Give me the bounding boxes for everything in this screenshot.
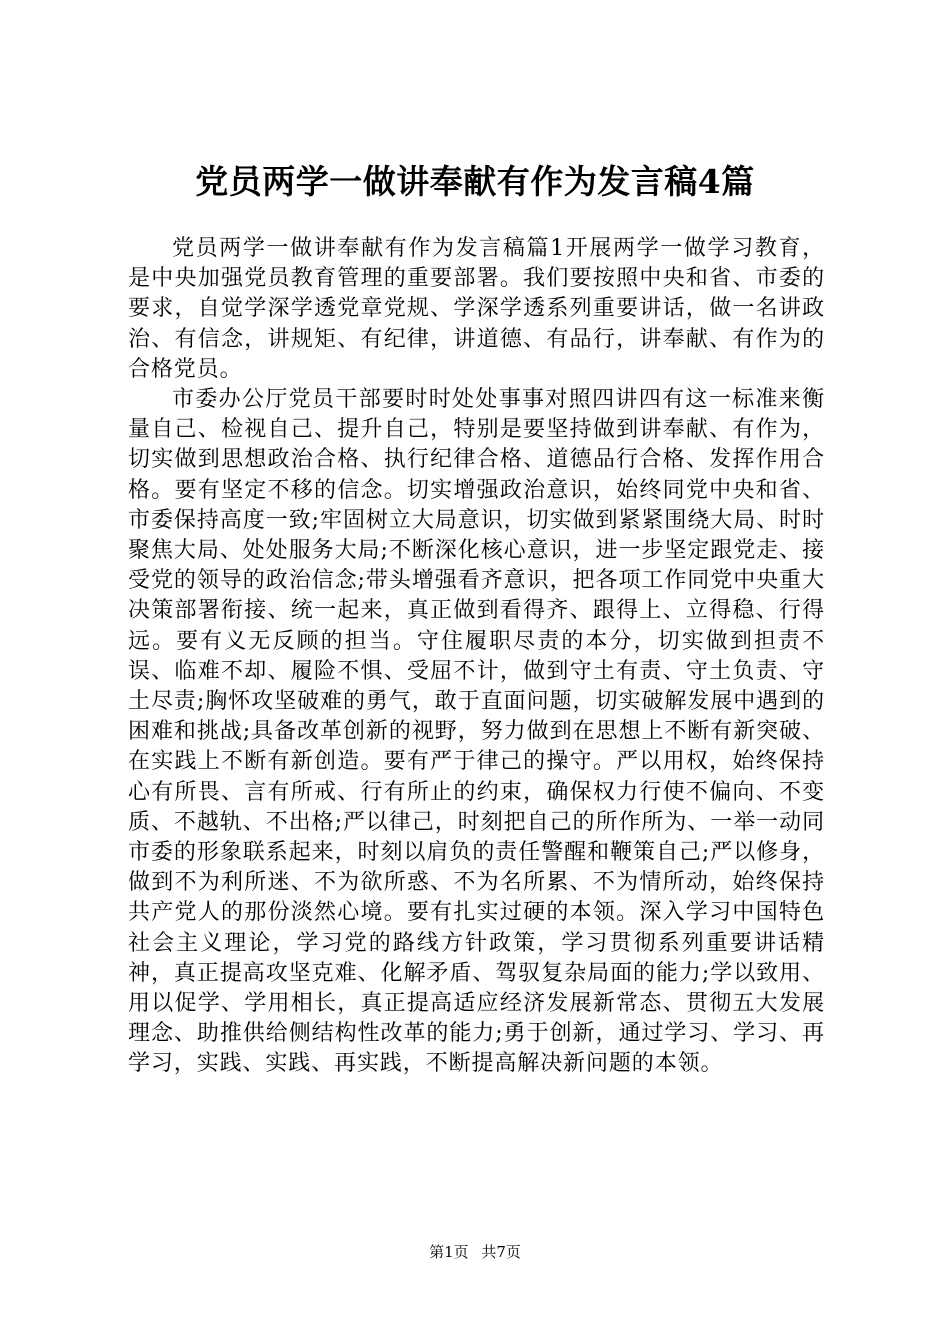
paragraph-2: 市委办公厅党员干部要时时处处事事对照四讲四有这一标准来衡量自己、检视自己、提升自己，特别是要坚持做到讲奉献、有作为，切实做到思想政治合格、执行纪律合格、道德品行合格、发挥作用合格。要有坚定不移的信念。切实增强政治意识，始终同党中央和省、市委保持高度一致;牢固树立大局意识，切实做到紧紧围绕大局、时时聚焦大局、处处服务大局;不断深化核心意识，进一步坚定跟党走、接受党的领导的政治信念;带头增强看齐意识，把各项工作同党中央重大决策部署衔接、统一起来，真正做到看得齐、跟得上、立得稳、行得远。要有义无反顾的担当。守住履职尽责的本分，切实做到担责不误、临难不却、履险不惧、受屈不计，做到守土有责、守土负责、守土尽责;胸怀攻坚破难的勇气，敢于直面问题，切实破解发展中遇到的困难和挑战;具备改革创新的视野，努力做到在思想上不断有新突破、在实践上不断有新创造。要有严于律己的操守。严以用权，始终保持心有所畏、言有所戒、行有所止的约束，确保权力行使不偏向、不变质、不越轨、不出格;严以律己，时刻把自己的所作所为、一举一动同市委的形象联系起来，时刻以肩负的责任警醒和鞭策自己;严以修身，做到不为利所迷、不为欲所惑、不为名所累、不为情所动，始终保持共产党人的那份淡然心境。要有扎实过硬的本领。深入学习中国特色社会主义理论，学习党的路线方针政策，学习贯彻系列重要讲话精神，真正提高攻坚克难、化解矛盾、驾驭复杂局面的能力;学以致用、用以促学、学用相长，真正提高适应经济发展新常态、贯彻五大发展理念、助推供给侧结构性改革的能力;勇于创新，通过学习、学习、再学习，实践、实践、再实践，不断提高解决新问题的本领。 [128,387,825,1077]
page-number: 第1页 [429,1243,469,1261]
paragraph-1: 党员两学一做讲奉献有作为发言稿篇1开展两学一做学习教育，是中央加强党员教育管理的重要部署。我们要按照中央和省、市委的要求，自觉学深学透党章党规、学深学透系列重要讲话，做一名讲政治、有信念，讲规矩、有纪律，讲道德、有品行，讲奉献、有作为的合格党员。 [128,236,825,382]
page-total: 共7页 [481,1243,521,1261]
document-body [128,234,825,1080]
page-footer [0,1240,950,1264]
document-title: 党员两学一做讲奉献有作为发言稿4篇 [195,162,755,201]
